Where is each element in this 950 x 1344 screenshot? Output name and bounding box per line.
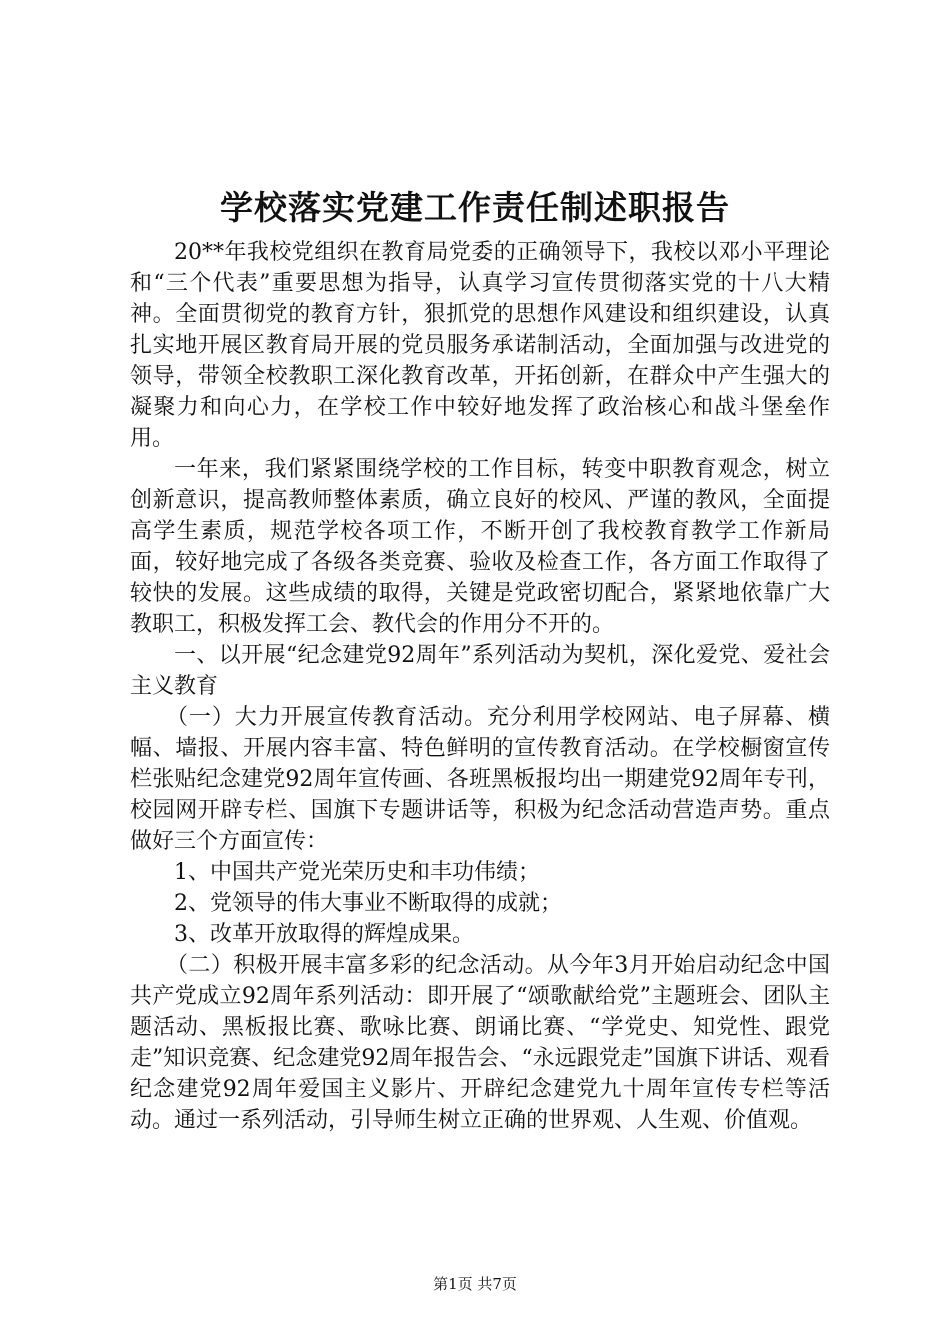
document-title: 学校落实党建工作责任制述职报告 [220, 188, 730, 227]
list-item-history: 1、中国共产党光荣历史和丰功伟绩； [174, 860, 540, 885]
page-indicator: 第1页 共7页 [433, 1275, 517, 1293]
paragraph-intro: 20**年我校党组织在教育局党委的正确领导下，我校以邓小平理论和“三个代表”重要思想为指导，认真学习宣传贯彻落实党的十八大精神。全面贯彻党的教育方针，狠抓党的思想作风建设和组织建设，认真扎实地开展区教育局开展的党员服务承诺制活动，全面加强与改进党的领导，带领全校教职工深化教育改革，开拓创新，在群众中产生强大的凝聚力和向心力，在学校工作中较好地发挥了政治核心和战斗堡垒作用。 [130, 240, 830, 451]
paragraph-achievements: 一年来，我们紧紧围绕学校的工作目标，转变中职教育观念，树立创新意识，提高教师整体素质，确立良好的校风、严谨的教风，全面提高学生素质，规范学校各项工作，不断开创了我校教育教学工作新局面，较好地完成了各级各类竞赛、验收及检查工作，各方面工作取得了较快的发展。这些成绩的取得，关键是党政密切配合，紧紧地依靠广大教职工，积极发挥工会、教代会的作用分不开的。 [130, 457, 830, 637]
subsection-activities: （二）积极开展丰富多彩的纪念活动。从今年3月开始启动纪念中国共产党成立92周年系列活动：即开展了“颂歌献给党”主题班会、团队主题活动、黑板报比赛、歌咏比赛、朗诵比赛、“学党史、知党性、跟党走”知识竞赛、纪念建党92周年报告会、“永远跟党走”国旗下讲话、观看纪念建党92周年爱国主义影片、开辟纪念建党九十周年宣传专栏等活动。通过一系列活动，引导师生树立正确的世界观、人生观、价值观。 [130, 953, 830, 1133]
document-body [130, 237, 830, 1136]
list-item-reform: 3、改革开放取得的辉煌成果。 [174, 922, 474, 947]
subsection-propaganda: （一）大力开展宣传教育活动。充分利用学校网站、电子屏幕、横幅、墙报、开展内容丰富、特色鲜明的宣传教育活动。在学校橱窗宣传栏张贴纪念建党92周年宣传画、各班黑板报均出一期建党92周年专刊，校园网开辟专栏、国旗下专题讲话等，积极为纪念活动营造声势。重点做好三个方面宣传： [130, 705, 830, 854]
list-item-achievements: 2、党领导的伟大事业不断取得的成就； [174, 891, 562, 916]
section-heading-one: 一、以开展“纪念建党92周年”系列活动为契机，深化爱党、爱社会主义教育 [130, 643, 830, 699]
